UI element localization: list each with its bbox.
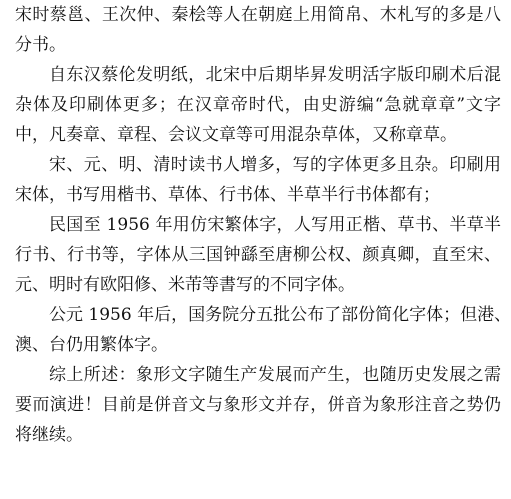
paragraph-6 [15, 360, 501, 450]
text-line: 澳、台仍用繁体字。 [15, 335, 168, 355]
paragraph-4 [15, 210, 501, 300]
paragraph-3 [15, 150, 501, 210]
text-line: 自东汉蔡伦发明纸，北宋中后期毕昇发明活字版印刷术后混 [49, 65, 501, 85]
text-line: 中，凡奏章、章程、会议文章等可用混杂草体，又称章草。 [15, 125, 457, 145]
text-line: 杂体及印刷体更多；在汉章帝时代，由史游编“急就章章”文字 [15, 95, 501, 115]
text-line: 综上所述：象形文字随生产发展而产生，也随历史发展之需 [49, 365, 501, 385]
paragraph-2 [15, 60, 501, 150]
text-line: 民国至 1956 年用仿宋繁体字，人写用正楷、草书、半草半 [49, 215, 501, 235]
text-line: 宋时蔡邕、王次仲、秦桧等人在朝庭上用简帛、木札写的多是八 [15, 5, 501, 25]
text-line: 要而演进！目前是併音文与象形文并存，併音为象形注音之势仍 [15, 395, 501, 415]
text-line: 宋、元、明、清时读书人增多，写的字体更多且杂。印刷用 [49, 155, 501, 175]
text-line: 行书、行书等，字体从三国钟繇至唐柳公权、颜真卿，直至宋、 [15, 245, 501, 265]
paragraph-5 [15, 300, 511, 360]
document-body [15, 0, 511, 450]
text-line: 将继续。 [15, 425, 83, 445]
text-line: 公元 1956 年后，国务院分五批公布了部份简化字体；但港、 [49, 305, 511, 325]
text-line: 分书。 [15, 35, 66, 55]
text-line: 宋体，书写用楷书、草体、行书体、半草半行书体都有； [15, 185, 440, 205]
paragraph-1 [15, 0, 501, 60]
text-line: 元、明时有欧阳修、米芾等書写的不同字体。 [15, 275, 355, 295]
